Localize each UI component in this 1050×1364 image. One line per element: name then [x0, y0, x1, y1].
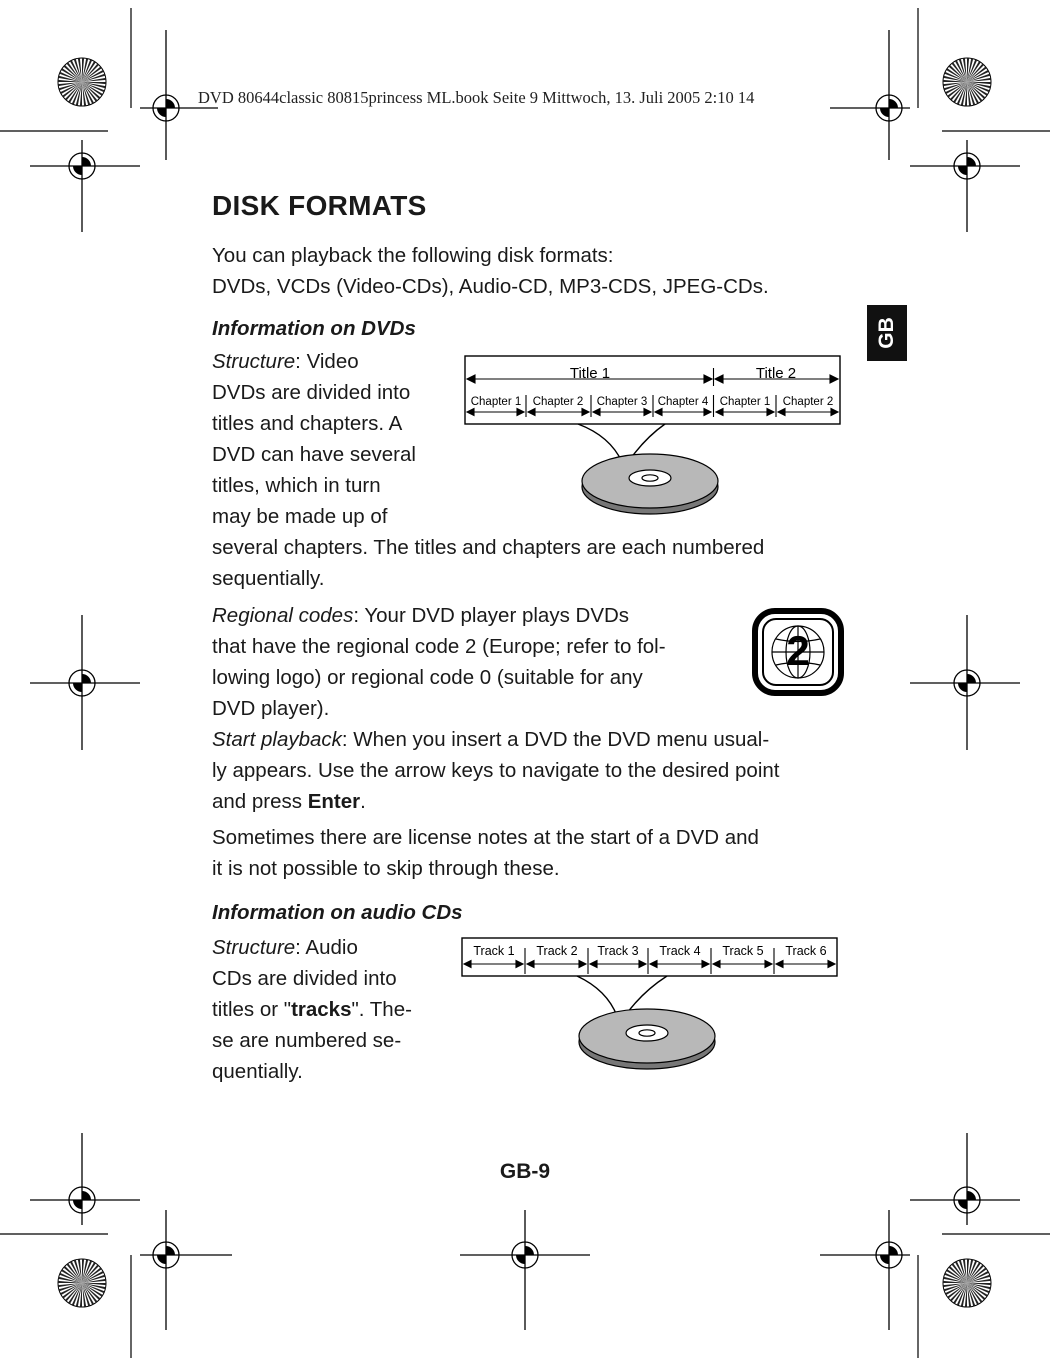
chapter-label: Chapter 1	[719, 396, 771, 408]
text-line: sequentially.	[212, 567, 325, 590]
dvd-structure-diagram	[460, 350, 845, 520]
text-run: : Your DVD player plays DVDs	[353, 604, 630, 627]
track-label: Track 4	[659, 944, 701, 958]
dvd-section-heading: Information on DVDs	[212, 317, 416, 340]
region-2-logo	[752, 608, 844, 696]
dvd-structure-paragraph	[212, 346, 452, 532]
header-slug: DVD 80644classic 80815princess ML.book Seite 9 Mittwoch, 13. Juli 2005 2:10 14	[198, 88, 755, 107]
chapter-label: Chapter 1	[470, 396, 522, 408]
disc-icon	[582, 454, 718, 514]
regional-codes-paragraph	[212, 600, 732, 724]
track-label: Track 5	[722, 944, 764, 958]
tracks-term: tracks	[291, 998, 352, 1021]
text-line: DVDs are divided into	[212, 381, 411, 404]
regional-label: Regional codes	[212, 604, 354, 627]
text-line: may be made up of	[212, 505, 388, 528]
chapter-label: Chapter 4	[657, 396, 709, 408]
text-line: titles and chapters. A	[212, 412, 403, 435]
dvd-structure-tail	[212, 532, 764, 594]
intro-line: You can playback the following disk formats:	[212, 244, 614, 267]
text-run: .	[360, 790, 366, 813]
audio-section-heading: Information on audio CDs	[212, 901, 463, 924]
text-run: : Audio	[295, 936, 358, 959]
disc-icon	[579, 1009, 715, 1069]
text-line: it is not possible to skip through these.	[212, 857, 560, 880]
text-line: that have the regional code 2 (Europe; refer to fol-	[212, 635, 666, 658]
language-tab-label: GB	[875, 317, 898, 349]
text-run: : When you insert a DVD the DVD menu usual-	[341, 728, 770, 751]
text-line: Sometimes there are license notes at the start of a DVD and	[212, 826, 759, 849]
playback-label: Start playback	[212, 728, 342, 751]
structure-label: Structure	[212, 350, 296, 373]
text-line: titles, which in turn	[212, 474, 381, 497]
title-label: Title 1	[569, 365, 611, 382]
track-label: Track 6	[785, 944, 827, 958]
text-line: ly appears. Use the arrow keys to navigate to the desired point	[212, 759, 780, 782]
enter-key-label: Enter	[307, 790, 361, 813]
intro-line: DVDs, VCDs (Video-CDs), Audio-CD, MP3-CDS, JPEG-CDs.	[212, 275, 769, 298]
track-label: Track 1	[473, 944, 515, 958]
text-run: and press	[212, 790, 308, 813]
page-number: GB-9	[499, 1160, 551, 1183]
audio-cd-structure-diagram	[457, 934, 842, 1084]
chapter-label: Chapter 3	[596, 396, 648, 408]
language-tab	[867, 305, 907, 361]
audio-structure-paragraph	[212, 932, 452, 1087]
text-line: quentially.	[212, 1060, 303, 1083]
text-run: : Video	[295, 350, 359, 373]
text-run: ". The-	[351, 998, 412, 1021]
page-title: DISK FORMATS	[212, 190, 427, 221]
chapter-label: Chapter 2	[532, 396, 584, 408]
text-line: se are numbered se-	[212, 1029, 402, 1052]
title-label: Title 2	[755, 365, 797, 382]
license-paragraph	[212, 822, 852, 884]
text-line: DVD player).	[212, 697, 330, 720]
track-label: Track 3	[597, 944, 639, 958]
track-label: Track 2	[536, 944, 578, 958]
text-line: lowing logo) or regional code 0 (suitable for any	[212, 666, 643, 689]
text-run: titles or "	[212, 998, 292, 1021]
text-line: DVD can have several	[212, 443, 416, 466]
chapter-label: Chapter 2	[782, 396, 834, 408]
start-playback-paragraph	[212, 724, 852, 817]
structure-label: Structure	[212, 936, 296, 959]
intro-paragraph	[212, 240, 769, 302]
text-line: CDs are divided into	[212, 967, 397, 990]
region-number: 2	[786, 627, 810, 674]
text-line: several chapters. The titles and chapters are each numbered	[212, 536, 765, 559]
